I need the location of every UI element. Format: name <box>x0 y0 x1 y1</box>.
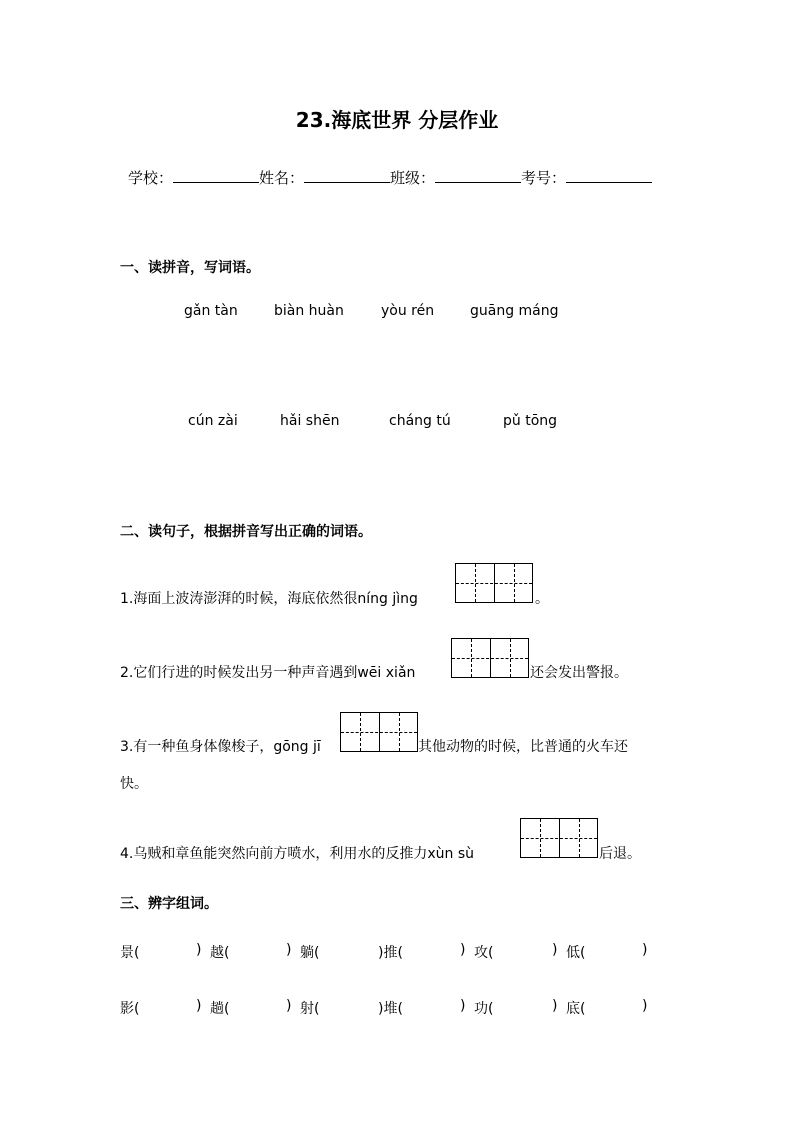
char-pair-item: 趟( <box>210 1001 230 1017</box>
sentence-3 <box>120 736 321 756</box>
writing-grid-1[interactable] <box>455 563 533 603</box>
char-pair-item: )堆( <box>378 1001 403 1017</box>
sentence-1 <box>120 588 418 608</box>
sentence-4-text: 4.乌贼和章鱼能突然向前方喷水，利用水的反推力 <box>120 846 428 862</box>
sentence-3-line2: 快。 <box>120 776 148 792</box>
sentence-2-pinyin: wēi xiǎn <box>357 665 416 681</box>
sentence-1-text: 1.海面上波涛澎湃的时候，海底依然很 <box>120 591 358 607</box>
school-blank[interactable] <box>173 166 259 183</box>
pinyin-item: biàn huàn <box>274 303 344 319</box>
char-pair-item: ) <box>286 998 292 1014</box>
school-label: 学校： <box>128 169 174 187</box>
char-pair-item: 功( <box>474 1001 494 1017</box>
student-info-line <box>128 166 652 188</box>
writing-grid-4[interactable] <box>520 818 598 858</box>
sentence-3-pinyin: gōng jī <box>273 739 321 755</box>
char-pair-item: 越( <box>210 945 230 961</box>
sentence-2-text: 2.它们行进的时候发出另一种声音遇到 <box>120 665 358 681</box>
char-pair-item: 底( <box>566 1001 586 1017</box>
sentence-4-pinyin: xùn sù <box>427 846 475 862</box>
pinyin-item: pǔ tōng <box>503 413 558 429</box>
char-pair-item: ) <box>552 998 558 1014</box>
section1-heading: 一、读拼音，写词语。 <box>120 260 260 276</box>
sentence-2 <box>120 662 415 682</box>
char-pair-item: 射( <box>300 1001 320 1017</box>
char-pair-item: ) <box>196 998 202 1014</box>
char-pair-item: 景( <box>120 945 140 961</box>
writing-grid-3[interactable] <box>340 712 418 752</box>
sentence-4 <box>120 843 474 863</box>
char-pair-item: ) <box>286 942 292 958</box>
char-pair-item: 躺( <box>300 945 320 961</box>
writing-grid-2[interactable] <box>451 638 529 678</box>
char-pair-item: 攻( <box>474 945 494 961</box>
sentence-2-end: 还会发出警报。 <box>530 665 628 681</box>
section2-heading: 二、读句子，根据拼音写出正确的词语。 <box>120 524 372 540</box>
sentence-3-text: 3.有一种鱼身体像梭子， <box>120 739 274 755</box>
pinyin-item: hǎi shēn <box>280 413 340 429</box>
pinyin-item: gǎn tàn <box>184 303 238 319</box>
class-label: 班级： <box>390 169 436 187</box>
char-pair-item: 影( <box>120 1001 140 1017</box>
pinyin-item: yòu rén <box>381 303 435 319</box>
class-blank[interactable] <box>435 166 521 183</box>
page-title: 23.海底世界 分层作业 <box>295 108 499 132</box>
char-pair-item: ) <box>642 998 648 1014</box>
char-pair-item: 低( <box>566 945 586 961</box>
exam-no-label: 考号： <box>521 169 567 187</box>
char-pair-item: ) <box>460 998 466 1014</box>
pinyin-item: cháng tú <box>389 413 451 429</box>
char-pair-item: )推( <box>378 945 403 961</box>
sentence-3-end: 其他动物的时候，比普通的火车还 <box>418 739 628 755</box>
char-pair-item: ) <box>552 942 558 958</box>
section3-heading: 三、辨字组词。 <box>120 896 218 912</box>
name-blank[interactable] <box>304 166 390 183</box>
pinyin-item: cún zài <box>188 413 238 429</box>
name-label: 姓名： <box>259 169 305 187</box>
sentence-1-end: 。 <box>535 591 549 607</box>
char-pair-item: ) <box>196 942 202 958</box>
exam-no-blank[interactable] <box>566 166 652 183</box>
sentence-4-end: 后退。 <box>599 846 641 862</box>
sentence-1-pinyin: níng jìng <box>357 591 418 607</box>
char-pair-item: ) <box>460 942 466 958</box>
char-pair-item: ) <box>642 942 648 958</box>
pinyin-item: guāng máng <box>470 303 559 319</box>
